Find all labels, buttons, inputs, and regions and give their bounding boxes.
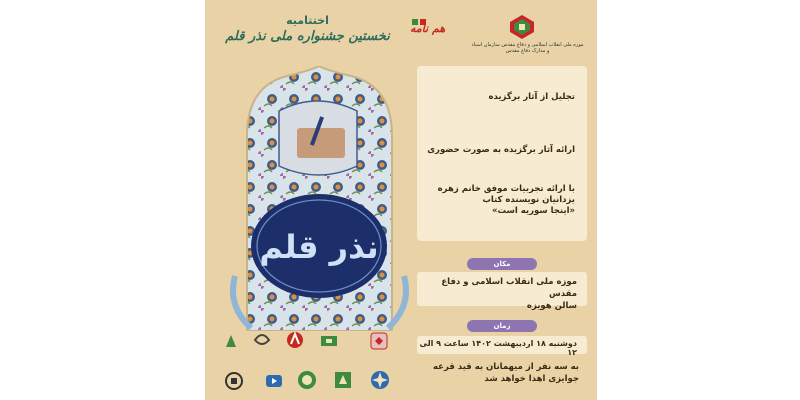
sponsor-logo-1-icon xyxy=(223,333,239,349)
info-line-1: تجلیل از آثار برگزیده xyxy=(488,92,575,102)
calligraphy-text: نذر قلم xyxy=(259,228,379,266)
museum-logo-icon xyxy=(509,14,535,40)
festival-kicker: اختتامیه xyxy=(286,14,329,27)
sponsor-logo-4-icon xyxy=(320,333,338,349)
info-line-3a: با ارائه تجربیات موفق خانم زهره xyxy=(437,184,575,194)
sponsor-logo-7-icon xyxy=(265,372,283,390)
prize-line-2: جوایزی اهدا خواهد شد xyxy=(484,374,579,384)
festival-title xyxy=(225,14,390,44)
info-line-2: ارائه آثار برگزیده به صورت حضوری xyxy=(427,145,575,155)
event-info-card xyxy=(417,66,587,241)
place-line-1: موزه ملی انقلاب اسلامی و دفاع مقدس xyxy=(441,277,577,299)
sponsor-logo-9-icon xyxy=(333,370,353,390)
calligraphy-artwork xyxy=(217,66,422,331)
prize-note xyxy=(433,361,579,385)
event-poster xyxy=(205,0,597,400)
place-text xyxy=(417,276,577,312)
sponsor-logo-2-icon xyxy=(253,330,271,350)
arabesque-artwork-image xyxy=(217,66,422,331)
place-line-2: سالن هویزه xyxy=(526,301,577,311)
place-box xyxy=(417,272,587,311)
sponsor-logo-3-icon xyxy=(285,330,305,350)
prize-line-1: به سه نفر از میهمانان به قید قرعه xyxy=(433,362,579,372)
info-line-3 xyxy=(438,184,575,217)
sponsor-logo-10-icon xyxy=(370,370,390,390)
time-label: زمان xyxy=(467,320,537,332)
museum-caption: موزه ملی انقلاب اسلامی و دفاع مقدس سازمان اسناد و مدارک دفاع مقدس xyxy=(471,42,584,54)
place-label: مکان xyxy=(467,258,537,270)
sponsor-logo-8-icon xyxy=(297,370,317,390)
festival-name: نخستین جشنواره ملی نذر قلم xyxy=(225,29,390,44)
time-box xyxy=(417,336,587,357)
hamnameh-logo-text: هم نامه xyxy=(410,22,446,35)
info-line-3c: «اینجا سوریه است» xyxy=(492,206,575,216)
sponsor-logo-6-icon xyxy=(225,372,243,390)
hamnameh-logo xyxy=(410,18,450,40)
time-value: دوشنبه ۱۸ اردیبهشت ۱۴۰۲ ساعت ۹ الی ۱۲ xyxy=(419,339,577,357)
sponsor-logo-5-icon xyxy=(370,332,388,350)
poster-header xyxy=(205,0,597,62)
info-line-3b: یزدانیان نویسنده کتاب xyxy=(482,195,575,205)
